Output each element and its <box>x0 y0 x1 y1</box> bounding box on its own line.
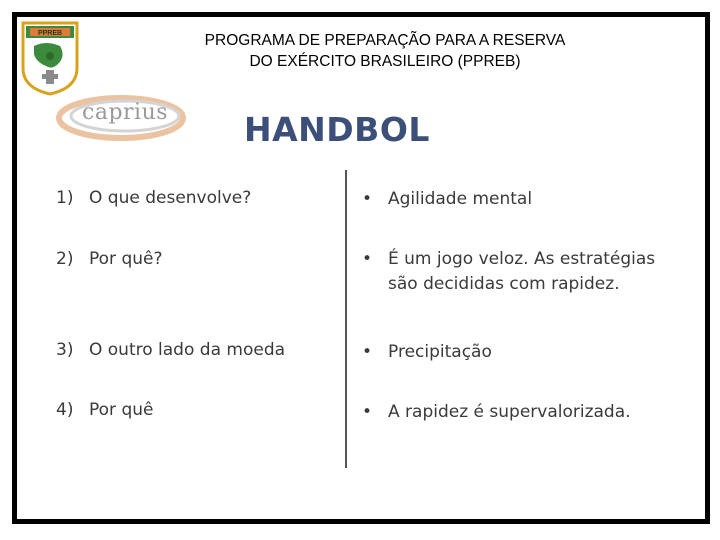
question-item <box>56 400 153 420</box>
program-header <box>150 30 620 72</box>
question-text: Por quê? <box>89 249 163 269</box>
question-item <box>56 249 163 269</box>
question-number: 2) <box>56 249 74 269</box>
question-number: 3) <box>56 340 74 360</box>
answer-text: Agilidade mental <box>388 189 533 209</box>
column-divider <box>345 170 347 468</box>
bullet-icon: • <box>362 189 373 209</box>
question-text: O que desenvolve? <box>89 188 252 208</box>
header-line-2: DO EXÉRCITO BRASILEIRO (PPREB) <box>249 53 521 70</box>
bullet-icon: • <box>362 402 373 422</box>
question-item <box>56 188 251 208</box>
question-number: 4) <box>56 400 74 420</box>
slide-title: HANDBOL <box>244 110 430 149</box>
bullet-icon: • <box>362 342 373 362</box>
question-item <box>56 340 285 360</box>
question-text: Por quê <box>89 400 154 420</box>
question-text: O outro lado da moeda <box>89 340 286 360</box>
svg-text:PPREB: PPREB <box>37 30 63 37</box>
header-line-1: PROGRAMA DE PREPARAÇÃO PARA A RESERVA <box>204 32 566 49</box>
answer-text: Precipitação <box>388 342 492 362</box>
question-number: 1) <box>56 188 74 208</box>
answer-text: A rapidez é supervalorizada. <box>388 402 631 422</box>
bullet-icon: • <box>362 249 373 269</box>
answer-text: É um jogo veloz. As estratégias são decididas com rapidez. <box>388 249 656 294</box>
caprius-logo-text: caprius <box>82 100 169 125</box>
pmpreb-emblem <box>20 20 80 96</box>
